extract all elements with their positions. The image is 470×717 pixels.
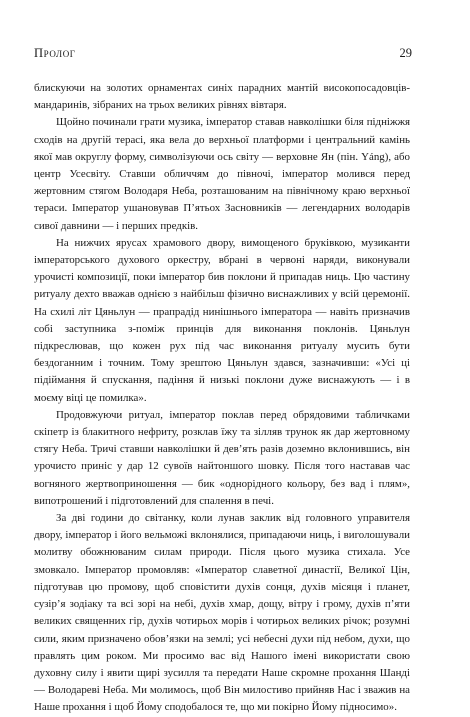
paragraph: На нижчих ярусах храмового двору, вимощеного бруківкою, музиканти імператорського духового оркестру, вбрані в червоні наряди, виконували урочисті композиції, поки імператор бив поклони й припадав ниць. Цю частину ритуалу дехто вважав однією з найбільш фізично виснажливих у всій церемонії. На схилі літ Цяньлун — прапрадід нинішнього імператора — навіть призначив собі заступника з-поміж принців для виконання поклонів. Цяньлун підкреслював, що кожен рух під час виконання ритуалу мусить бути бездоганним і точним. Тому зрештою Цяньлун здався, зазначивши: «Усі ці підіймання й спускання, падіння й низькі поклони дуже виснажують — і в моєму віці це помилка». [34, 236, 410, 404]
page-header [34, 46, 412, 61]
paragraph: Продовжуючи ритуал, імператор поклав перед обрядовими табличками скіпетр із блакитного нефриту, розклав їжу та зілляв трунок як дар жертовному стягу Неба. Тричі ставши навколішки й дев’ять разів доземно вклонившись, він урочисто приніс у дар 12 сувоїв найтоншого шовку. Після того наставав час вогняного жертвоприношення — бик «однорідного кольору, без вад і плям», випотрошений і підготовлений для спалення в печі. [34, 408, 410, 507]
running-title: Пролог [34, 46, 76, 60]
paragraph: Щойно починали грати музика, імператор ставав навколішки біля підніжжя сходів на другій терасі, яка вела до верхньої платформи і центральний камінь якої мав округлу форму, символізуючи ось світу — верховне Ян (пін. Yáng), або центр Усесвіту. Ставши обличчям до півночі, імператор молився перед жертовним стягом Володаря Неба, розташованим на північному краю верхньої тераси. Імператор ушановував П’ятьох Засновників — легендарних володарів сивої давнини — і перших предків. [34, 116, 410, 232]
page-number: 29 [399, 46, 412, 60]
body-text [34, 80, 410, 717]
paragraph: блискуючи на золотих орнаментах синіх парадних мантій високопосадовців-мандаринів, зібраних на трьох великих рівнях вівтаря. [34, 82, 410, 112]
paragraph: За дві години до світанку, коли лунав заклик від головного управителя двору, імператор і його вельможі вклонялися, припадаючи ниць, і виголошували молитву обожнюваним силам природи. Після цього музика стихала. Усе змовкало. Імператор промовляв: «Імператор славетної династії, Великої Цін, підготував цю промову, щоб сповістити духів сонця, духів місяця і планет, сузір’я зодіаку та всі зорі на небі, духів хмар, дощу, вітру і грому, духів п’яти великих священних гір, духів чотирьох морів і чотирьох великих річок; розумні сили, яким призначено обов’язки на землі; усі небесні духи під небом, духи, що правлять цим роком. Ми просимо вас від Нашого імені використати свою духовну силу і явити щирі зусилля та передати Наше скромне прохання Шанді — Володареві Неба. Ми молимось, щоб Він милостиво прийняв Нас і зважив на Наше прохання і щоб Йому сподобалося те, що ми покірно Йому підносимо». [34, 512, 410, 714]
